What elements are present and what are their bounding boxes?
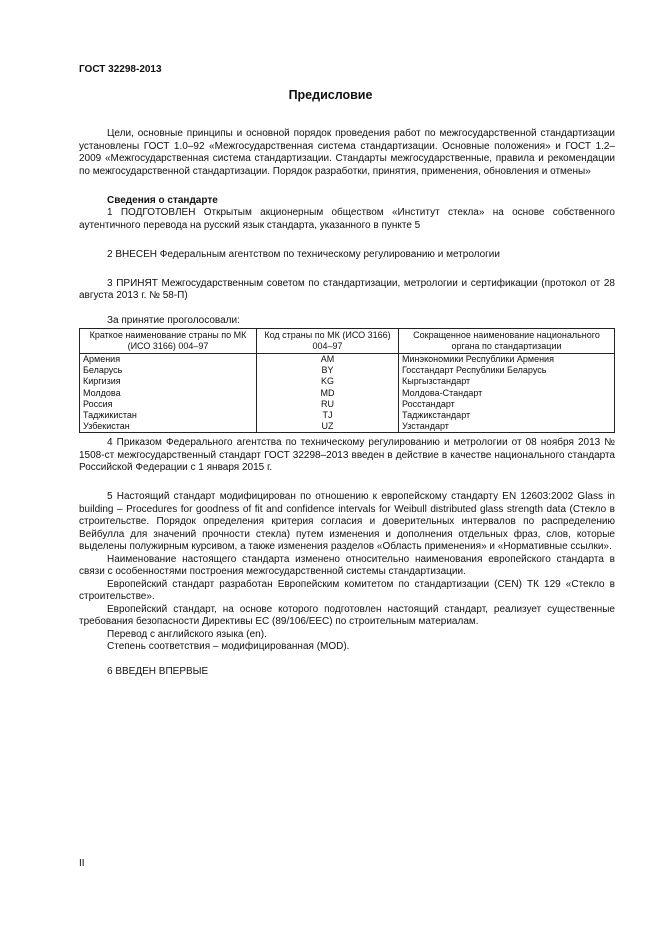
vote-label: За принятие проголосовали:: [107, 315, 240, 326]
table-row: [80, 399, 615, 410]
item-4: 4 Приказом Федерального агентства по техническому регулированию и метрологии от 08 ноября 2013 № 1508-ст межгосударственный стандарт ГОСТ 32298–2013 введен в действие в качестве национального стандарта Российской Федерации с 1 января 2015 г.: [79, 437, 615, 474]
cell-country: Россия: [80, 399, 257, 410]
cell-code: AM: [257, 353, 399, 365]
item-5: 5 Настоящий стандарт модифицирован по отношению к европейскому стандарту EN 12603:2002 Glass in building – Procedures for goodness of fit and confidence intervals for Weibull distributed glass strength data (Стекло в строительстве. Порядок определения критерия согласия и доверительных интервалов по распределению Вейбулла для значений прочности стекла) путем изменения и дополнения отдельных фраз, слов, которые выделены полужирным курсивом, а также изменения разделов «Область применения» и «Нормативные ссылки».: [79, 491, 615, 553]
item-5-cen-note: Европейский стандарт разработан Европейским комитетом по стандартизации (CEN) ТК 129 «Стекло в строительстве».: [79, 578, 615, 603]
header-country-code: Код страны по МК (ИСО 3166) 004–97: [257, 328, 399, 353]
cell-code: UZ: [257, 421, 399, 433]
item-6: 6 ВВЕДЕН ВПЕРВЫЕ: [107, 666, 209, 678]
cell-body: Минэкономики Республики Армения: [399, 353, 615, 365]
page-number: II: [79, 858, 85, 869]
item-1: 1 ПОДГОТОВЛЕН Открытым акционерным обществом «Институт стекла» на основе собственного аутентичного перевода на русский язык стандарта, указанного в пункте 5: [79, 207, 615, 231]
cell-code: RU: [257, 399, 399, 410]
table-row: [80, 365, 615, 376]
item-2: 2 ВНЕСЕН Федеральным агентством по техническому регулированию и метрологии: [107, 248, 500, 260]
item-5-degree-note: Степень соответствия – модифицированная (MOD).: [107, 641, 350, 653]
header-country-name: Краткое наименование страны по МК (ИСО 3166) 004–97: [80, 328, 257, 353]
table-row: [80, 421, 615, 433]
cell-body: Таджикстандарт: [399, 410, 615, 421]
cell-body: Узстандарт: [399, 421, 615, 433]
item-5-translation-note: Перевод с английского языка (en).: [107, 628, 267, 640]
cell-code: KG: [257, 376, 399, 387]
cell-code: BY: [257, 365, 399, 376]
cell-country: Беларусь: [80, 365, 257, 376]
item-5-name-note: Наименование настоящего стандарта изменено относительно наименования европейского стандарта в связи с особенностями построения межгосударственной системы стандартизации.: [79, 553, 615, 578]
cell-country: Киргизия: [80, 376, 257, 387]
cell-body: Молдова-Стандарт: [399, 388, 615, 399]
vote-table: [79, 328, 615, 434]
info-heading: Сведения о стандарте: [107, 194, 218, 206]
header-national-body: Сокращенное наименование национального органа по стандартизации: [399, 328, 615, 353]
cell-country: Молдова: [80, 388, 257, 399]
table-row: [80, 410, 615, 421]
intro-paragraph: Цели, основные принципы и основной порядок проведения работ по межгосударственной стандартизации установлены ГОСТ 1.0–92 «Межгосударственная система стандартизации. Основные положения» и ГОСТ 1.2–2009 «Межгосударственная система стандартизации. Стандарты межгосударственные, правила и рекомендации по межгосударственной стандартизации. Порядок разработки, принятия, применения, обновления и отмены»: [79, 128, 615, 177]
page-title: Предисловие: [288, 88, 373, 102]
vote-table-header: [80, 328, 615, 353]
item-3: 3 ПРИНЯТ Межгосударственным советом по стандартизации, метрологии и сертификации (протокол от 28 августа 2013 г. № 58-П): [79, 277, 615, 301]
cell-country: Армения: [80, 353, 257, 365]
item-5-directive-note: Европейский стандарт, на основе которого подготовлен настоящий стандарт, реализует существенные требования безопасности Директивы ЕС (89/106/EEC) по строительным материалам.: [79, 603, 615, 628]
cell-body: Кыргызстандарт: [399, 376, 615, 387]
cell-code: MD: [257, 388, 399, 399]
cell-body: Росстандарт: [399, 399, 615, 410]
cell-code: TJ: [257, 410, 399, 421]
table-row: [80, 376, 615, 387]
cell-body: Госстандарт Республики Беларусь: [399, 365, 615, 376]
cell-country: Узбекистан: [80, 421, 257, 433]
table-row: [80, 388, 615, 399]
document-code: ГОСТ 32298-2013: [79, 64, 162, 75]
cell-country: Таджикистан: [80, 410, 257, 421]
document-body: [79, 128, 615, 679]
table-row: [80, 353, 615, 365]
